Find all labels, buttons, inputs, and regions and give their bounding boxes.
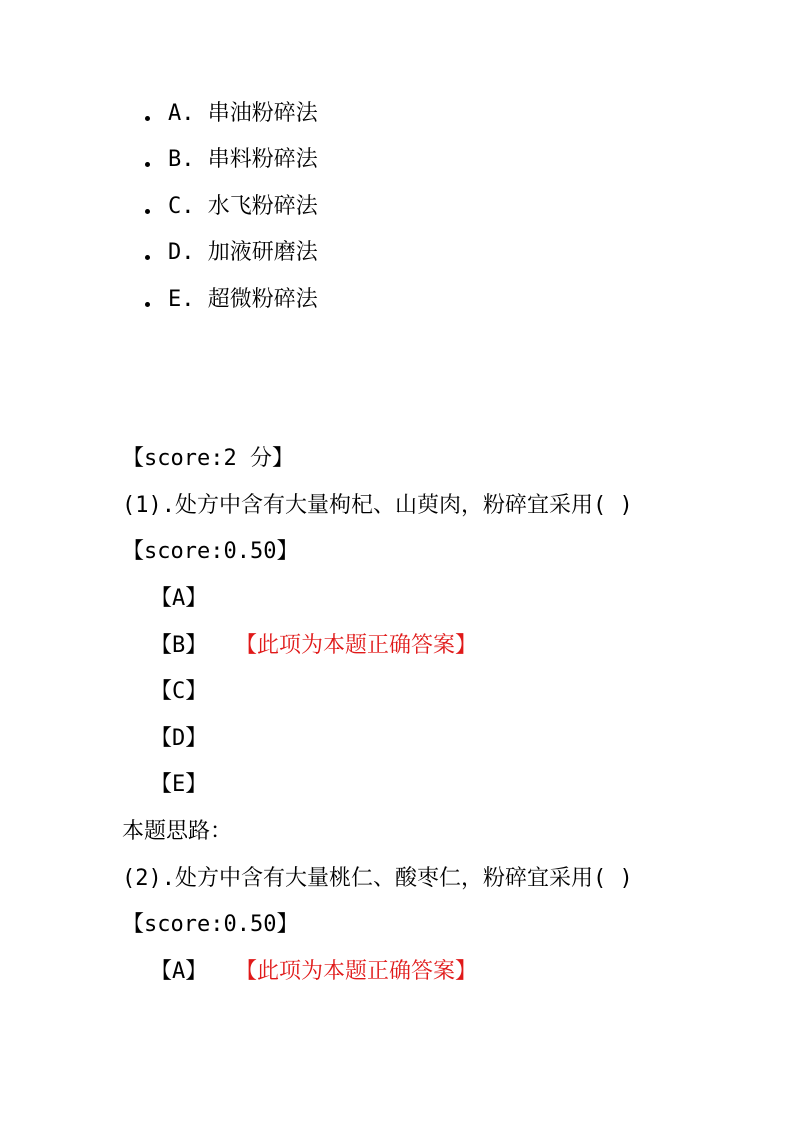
bullet-icon bbox=[145, 209, 150, 214]
option-e: E. 超微粉碎法 bbox=[168, 287, 318, 312]
q1-choice-e[interactable]: 【E】 bbox=[150, 772, 208, 797]
bullet-icon bbox=[145, 162, 150, 167]
q2-choice-a[interactable]: 【A】 bbox=[150, 959, 208, 984]
analysis-label: 本题思路： bbox=[122, 819, 233, 844]
question-2-score: 【score:0.50】 bbox=[122, 912, 299, 937]
q1-choice-d[interactable]: 【D】 bbox=[150, 726, 208, 751]
option-a: A. 串油粉碎法 bbox=[168, 101, 318, 126]
q1-choice-c[interactable]: 【C】 bbox=[150, 679, 208, 704]
q1-choice-b[interactable]: 【B】 bbox=[150, 633, 208, 658]
section-score: 【score:2 分】 bbox=[122, 446, 294, 471]
q1-choice-a[interactable]: 【A】 bbox=[150, 586, 208, 611]
bullet-icon bbox=[145, 255, 150, 260]
question-2-stem: (2).处方中含有大量桃仁、酸枣仁，粉碎宜采用( ) bbox=[122, 866, 633, 891]
q1-correct-note: 【此项为本题正确答案】 bbox=[235, 633, 478, 658]
question-1-stem: (1).处方中含有大量枸杞、山萸肉，粉碎宜采用( ) bbox=[122, 493, 633, 518]
option-c: C. 水飞粉碎法 bbox=[168, 194, 318, 219]
option-d: D. 加液研磨法 bbox=[168, 240, 318, 265]
bullet-icon bbox=[145, 302, 150, 307]
question-1-score: 【score:0.50】 bbox=[122, 539, 299, 564]
q2-correct-note: 【此项为本题正确答案】 bbox=[235, 959, 478, 984]
bullet-icon bbox=[145, 116, 150, 121]
option-b: B. 串料粉碎法 bbox=[168, 147, 318, 172]
